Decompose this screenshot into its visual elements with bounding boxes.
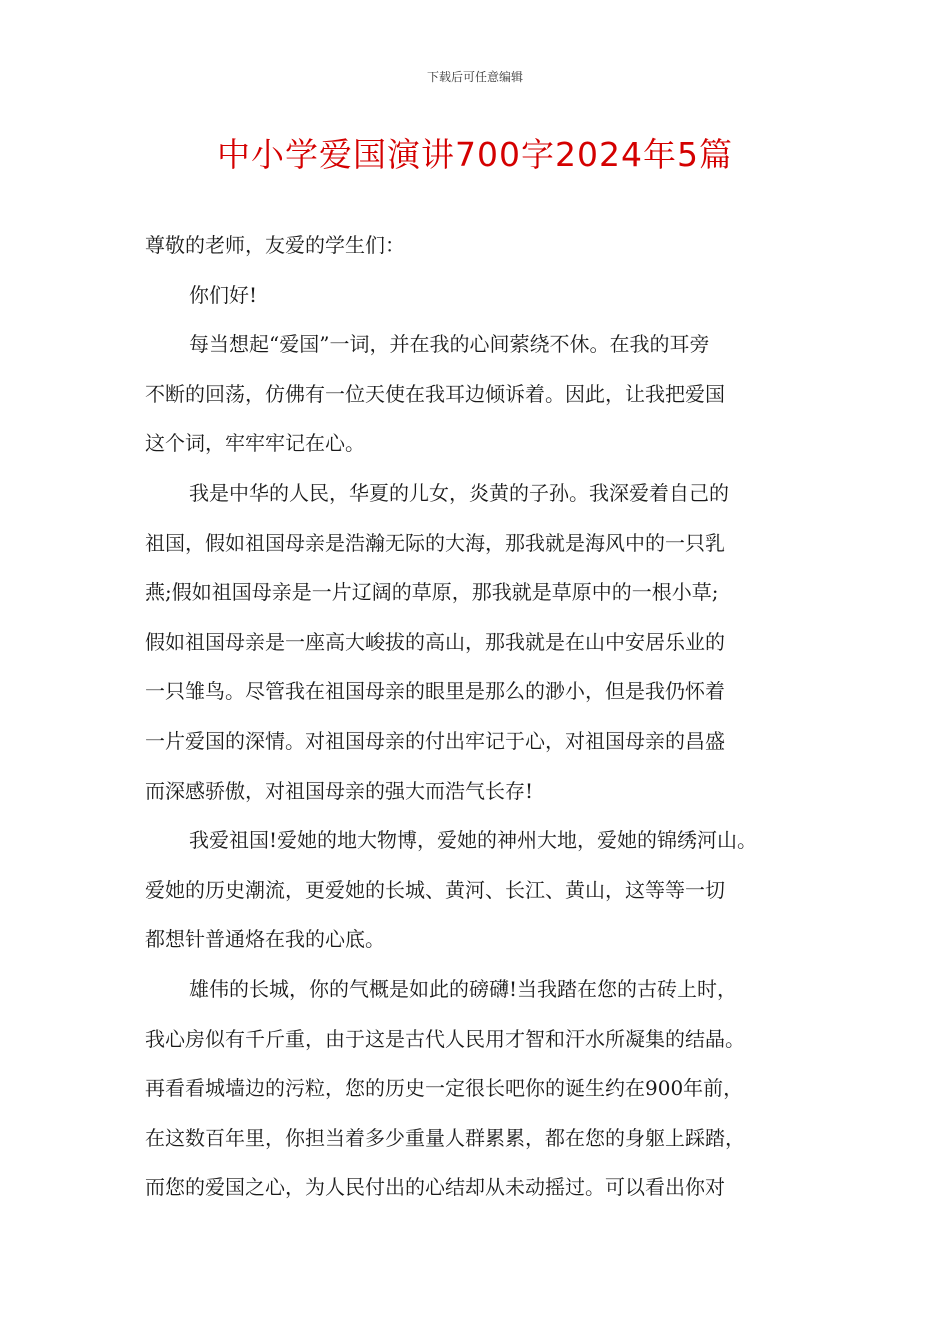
body-line: 我是中华的人民，华夏的儿女，炎黄的子孙。我深爱着自己的: [189, 480, 729, 505]
body-line: 而您的爱国之心，为人民付出的心结却从未动摇过。可以看出你对: [145, 1175, 725, 1200]
body-line: 燕;假如祖国母亲是一片辽阔的草原，那我就是草原中的一根小草;: [145, 580, 719, 605]
body-line: 每当想起“爱国”一词，并在我的心间萦绕不休。在我的耳旁: [189, 332, 710, 357]
body-line: 不断的回荡，仿佛有一位天使在我耳边倾诉着。因此，让我把爱国: [145, 381, 725, 406]
body-line: 在这数百年里，你担当着多少重量人群累累，都在您的身躯上踩踏，: [145, 1125, 745, 1150]
body-line: 我爱祖国!爱她的地大物博，爱她的神州大地，爱她的锦绣河山。: [189, 828, 758, 853]
body-line: 再看看城墙边的污粒，您的历史一定很长吧你的诞生约在900年前，: [145, 1076, 744, 1101]
body-line: 你们好!: [189, 282, 258, 307]
document-body: [145, 221, 825, 1213]
document-title: 中小学爱国演讲700字2024年5篇: [217, 135, 733, 174]
body-line: 祖国，假如祖国母亲是浩瀚无际的大海，那我就是海风中的一只乳: [145, 530, 725, 555]
body-line: 这个词，牢牢牢记在心。: [145, 431, 365, 456]
body-line: 雄伟的长城，你的气概是如此的磅礴!当我踏在您的古砖上时，: [189, 976, 738, 1001]
body-line: 假如祖国母亲是一座高大峻拔的高山，那我就是在山中安居乐业的: [145, 629, 725, 654]
body-line: 爱她的历史潮流，更爱她的长城、黄河、长江、黄山，这等等一切: [145, 877, 725, 902]
body-line: 都想针普通烙在我的心底。: [145, 927, 385, 952]
body-line: 我心房似有千斤重，由于这是古代人民用才智和汗水所凝集的结晶。: [145, 1026, 745, 1051]
body-line: 一只雏鸟。尽管我在祖国母亲的眼里是那么的渺小，但是我仍怀着: [145, 679, 725, 704]
body-line: 一片爱国的深情。对祖国母亲的付出牢记于心，对祖国母亲的昌盛: [145, 728, 725, 753]
body-line: 尊敬的老师，友爱的学生们：: [145, 233, 405, 257]
page-header-note: 下载后可任意编辑: [426, 70, 523, 84]
body-line: 而深感骄傲，对祖国母亲的强大而浩气长存!: [145, 778, 534, 803]
